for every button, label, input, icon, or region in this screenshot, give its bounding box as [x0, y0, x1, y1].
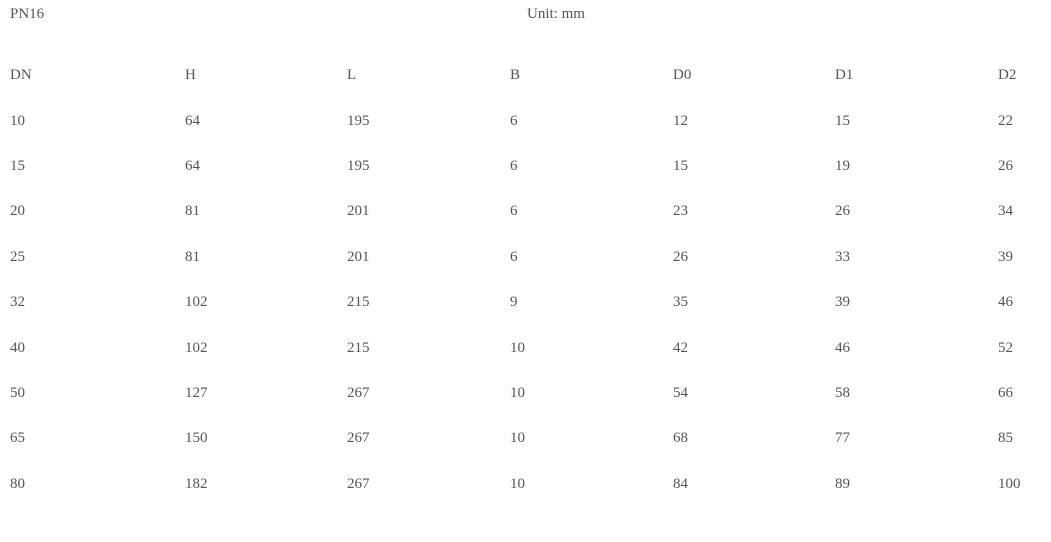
table-cell: 52	[998, 339, 1013, 356]
table-row	[0, 416, 1051, 461]
unit-label: Unit: mm	[527, 6, 585, 22]
table-cell: 32	[10, 294, 25, 311]
column-header-l: L	[347, 67, 357, 84]
table-cell: 50	[10, 384, 25, 401]
table-cell: 39	[998, 248, 1013, 265]
column-header-d1: D1	[835, 67, 854, 84]
table-cell: 85	[998, 430, 1013, 447]
table-cell: 201	[347, 248, 370, 265]
table-cell: 46	[835, 339, 850, 356]
table-row	[0, 144, 1051, 189]
table-cell: 81	[185, 203, 200, 220]
table-cell: 10	[10, 112, 25, 129]
table-row	[0, 235, 1051, 280]
table-cell: 68	[673, 430, 688, 447]
table-cell: 6	[510, 203, 518, 220]
table-cell: 66	[998, 384, 1013, 401]
table-cell: 195	[347, 157, 370, 174]
table-row	[0, 98, 1051, 143]
table-cell: 182	[185, 475, 208, 492]
table-cell: 10	[510, 430, 525, 447]
column-header-b: B	[510, 67, 521, 84]
table-cell: 15	[10, 157, 25, 174]
table-caption-row	[0, 6, 1051, 26]
table-row	[0, 189, 1051, 234]
table-cell: 81	[185, 248, 200, 265]
table-cell: 89	[835, 475, 850, 492]
table-cell: 80	[10, 475, 25, 492]
table-row	[0, 280, 1051, 325]
table-cell: 6	[510, 248, 518, 265]
table-cell: 195	[347, 112, 370, 129]
table-cell: 102	[185, 339, 208, 356]
table-cell: 267	[347, 475, 370, 492]
table-cell: 201	[347, 203, 370, 220]
table-cell: 15	[673, 157, 688, 174]
dimension-table	[0, 53, 1051, 507]
table-cell: 215	[347, 294, 370, 311]
table-cell: 150	[185, 430, 208, 447]
table-cell: 40	[10, 339, 25, 356]
table-cell: 22	[998, 112, 1013, 129]
table-row	[0, 371, 1051, 416]
table-row	[0, 325, 1051, 370]
table-cell: 26	[998, 157, 1013, 174]
table-cell: 46	[998, 294, 1013, 311]
column-header-d0: D0	[673, 67, 692, 84]
column-header-d2: D2	[998, 67, 1017, 84]
table-cell: 100	[998, 475, 1021, 492]
table-cell: 19	[835, 157, 850, 174]
table-cell: 25	[10, 248, 25, 265]
table-cell: 35	[673, 294, 688, 311]
table-cell: 26	[835, 203, 850, 220]
table-cell: 215	[347, 339, 370, 356]
table-cell: 267	[347, 384, 370, 401]
table-cell: 15	[835, 112, 850, 129]
table-cell: 102	[185, 294, 208, 311]
table-cell: 12	[673, 112, 688, 129]
table-cell: 10	[510, 475, 525, 492]
table-cell: 10	[510, 339, 525, 356]
table-cell: 42	[673, 339, 688, 356]
table-cell: 6	[510, 112, 518, 129]
table-cell: 267	[347, 430, 370, 447]
table-cell: 54	[673, 384, 688, 401]
table-cell: 20	[10, 203, 25, 220]
pressure-class-label: PN16	[10, 6, 45, 22]
table-cell: 77	[835, 430, 850, 447]
table-cell: 6	[510, 157, 518, 174]
table-cell: 64	[185, 157, 200, 174]
table-cell: 64	[185, 112, 200, 129]
table-cell: 127	[185, 384, 208, 401]
table-cell: 34	[998, 203, 1013, 220]
table-cell: 23	[673, 203, 688, 220]
table-header-row	[0, 53, 1051, 98]
table-cell: 58	[835, 384, 850, 401]
table-cell: 39	[835, 294, 850, 311]
table-cell: 9	[510, 294, 518, 311]
table-cell: 33	[835, 248, 850, 265]
table-cell: 10	[510, 384, 525, 401]
table-row	[0, 462, 1051, 507]
table-cell: 65	[10, 430, 25, 447]
column-header-dn: DN	[10, 67, 32, 84]
column-header-h: H	[185, 67, 196, 84]
table-cell: 84	[673, 475, 688, 492]
table-cell: 26	[673, 248, 688, 265]
